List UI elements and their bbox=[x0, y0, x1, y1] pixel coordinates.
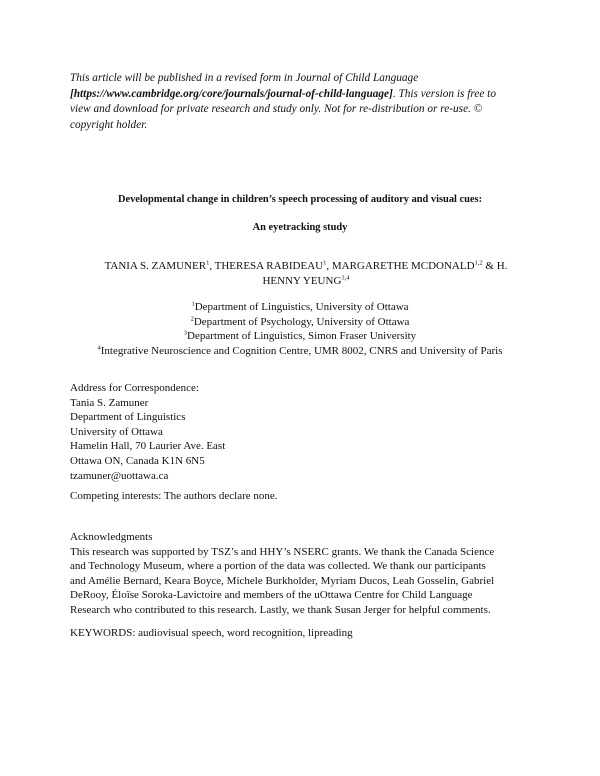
notice-line: copyright holder. bbox=[70, 118, 148, 131]
affiliation-list bbox=[40, 300, 560, 358]
affiliation bbox=[40, 300, 560, 315]
affiliation-marker: 4 bbox=[97, 344, 101, 352]
notice-line bbox=[70, 87, 540, 103]
notice-text: . This version is free to bbox=[392, 87, 496, 100]
publication-notice bbox=[70, 71, 540, 133]
author-name: , THERESA RABIDEAU bbox=[209, 260, 324, 272]
address-line: University of Ottawa bbox=[70, 425, 163, 438]
address-line: Tania S. Zamuner bbox=[70, 396, 149, 409]
affiliation-text: Integrative Neuroscience and Cognition Centre, UMR 8002, CNRS and University of Paris bbox=[100, 344, 503, 357]
address-line: Ottawa ON, Canada K1N 6N5 bbox=[70, 454, 205, 467]
acknowledgments-line: and Amélie Bernard, Keara Boyce, Michele Burkholder, Myriam Ducos, Leah Gosselin, Gabriel bbox=[70, 574, 495, 587]
affiliation bbox=[40, 329, 560, 344]
address-heading: Address for Correspondence: bbox=[70, 382, 199, 394]
address-line: Hamelin Hall, 70 Laurier Ave. East bbox=[70, 440, 226, 453]
acknowledgments-line: and Technology Museum, where a portion of the data was collected. We thank our participants bbox=[70, 560, 486, 573]
acknowledgments-line: Research who contributed to this research. Lastly, we thank Susan Jerger for helpful comments. bbox=[70, 603, 491, 616]
author-name: TANIA S. ZAMUNER bbox=[104, 260, 207, 272]
author-affiliation-marker: 3,4 bbox=[341, 273, 350, 281]
acknowledgments-heading: Acknowledgments bbox=[70, 531, 153, 543]
author-affiliation-marker: 1,2 bbox=[474, 259, 483, 267]
keywords: KEYWORDS: audiovisual speech, word recognition, lipreading bbox=[70, 627, 353, 639]
paper-subtitle: An eyetracking study bbox=[252, 222, 348, 233]
author-name: & H. bbox=[482, 260, 508, 272]
paper-title: Developmental change in children’s speech processing of auditory and visual cues: bbox=[117, 194, 483, 205]
affiliation-marker: 3 bbox=[183, 329, 188, 337]
affiliation-text: Department of Linguistics, University of Ottawa bbox=[194, 301, 409, 313]
affiliation bbox=[40, 315, 560, 330]
notice-line: view and download for private research and study only. Not for re-distribution or re-use. © bbox=[70, 103, 483, 116]
affiliation-text: Department of Psychology, University of Ottawa bbox=[193, 315, 410, 328]
affiliation-marker: 2 bbox=[190, 314, 194, 322]
acknowledgments bbox=[70, 530, 540, 618]
affiliation-text: Department of Linguistics, Simon Fraser University bbox=[187, 330, 417, 343]
address-line: Department of Linguistics bbox=[70, 411, 186, 424]
author-name: HENNY YEUNG bbox=[262, 274, 342, 287]
author-affiliation-marker: 1 bbox=[323, 259, 327, 267]
affiliation bbox=[40, 344, 560, 359]
email-address: tzamuner@uottawa.ca bbox=[70, 469, 169, 482]
notice-line: This article will be published in a revised form in Journal of Child Language bbox=[70, 72, 419, 84]
author-name: , MARGARETHE MCDONALD bbox=[326, 260, 475, 272]
acknowledgments-line: DeRooy, Éloïse Soroka-Lavictoire and members of the uOttawa Centre for Child Language bbox=[70, 589, 473, 602]
correspondence-address bbox=[70, 381, 540, 483]
author-affiliation-marker: 1 bbox=[206, 259, 210, 267]
competing-interests: Competing interests: The authors declare none. bbox=[70, 490, 278, 502]
affiliation-marker: 1 bbox=[191, 300, 195, 308]
acknowledgments-line: This research was supported by TSZ’s and HHY’s NSERC grants. We thank the Canada Science bbox=[70, 545, 495, 558]
journal-url: [https://www.cambridge.org/core/journals/journal-of-child-language] bbox=[70, 87, 393, 100]
author-list bbox=[82, 259, 530, 288]
